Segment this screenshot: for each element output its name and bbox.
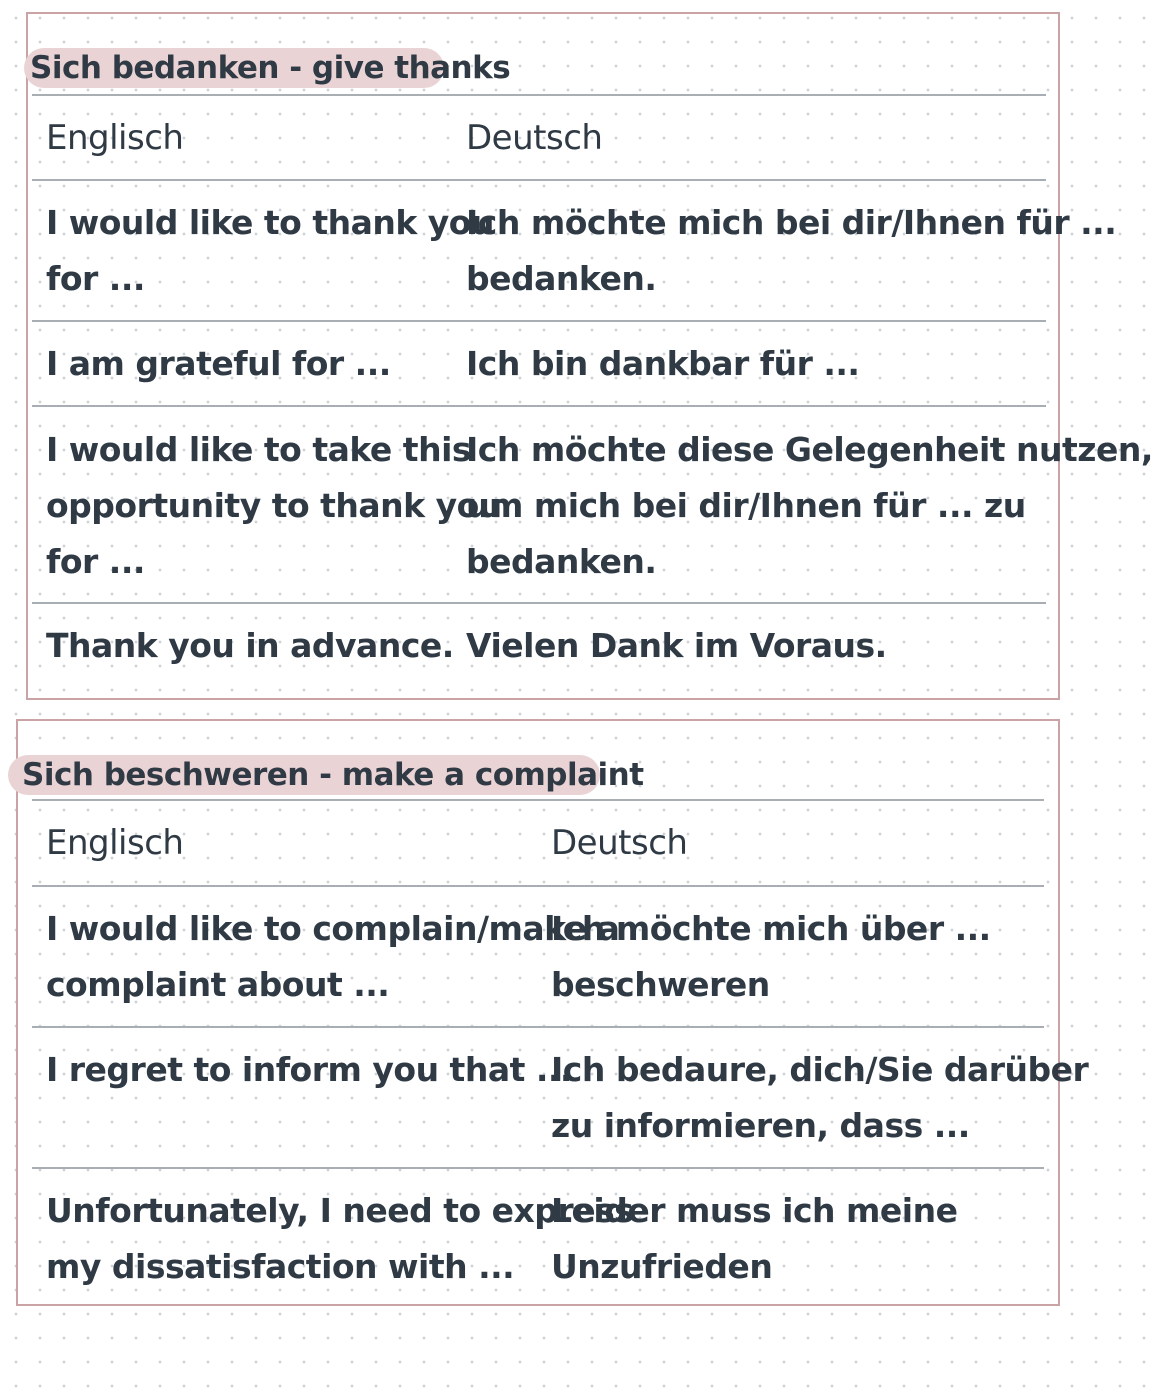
section-title-highlight [24,48,511,88]
english-line: I would like to thank you [46,203,494,242]
german-line: Ich möchte mich bei dir/Ihnen für ... [466,203,1117,242]
divider [32,1167,1044,1169]
make-complaint-card [16,719,1089,1306]
header-german: Deutsch [466,118,603,158]
german-cell [551,1042,1088,1154]
german-cell [466,195,1116,307]
english-line: I would like to complain/make a [46,909,620,948]
divider [32,885,1044,887]
german-line: zu informieren, dass ... [551,1106,970,1145]
english-line: Unfortunately, I need to express [46,1191,634,1230]
german-cell [466,422,1153,590]
english-line: my dissatisfaction with ... [46,1247,515,1286]
header-english: Englisch [46,118,184,158]
section-title: Sich bedanken - give thanks [30,50,511,86]
english-cell [46,336,391,392]
german-line: Vielen Dank im Voraus. [466,626,887,665]
header-english: Englisch [46,823,184,863]
german-line: beschweren [551,965,770,1004]
german-cell [551,1183,957,1295]
give-thanks-card [26,12,1153,700]
header-german: Deutsch [551,823,688,863]
german-line: Ich bin dankbar für ... [466,344,860,383]
german-cell [466,336,859,392]
divider [32,799,1044,801]
german-line: bedanken. [466,542,657,581]
english-cell [46,195,494,307]
section-title: Sich beschweren - make a complaint [22,757,644,793]
divider [32,94,1046,96]
german-line: Unzufrieden [551,1247,773,1286]
english-cell [46,1183,633,1295]
english-line: for ... [46,542,145,581]
english-line: complaint about ... [46,965,390,1004]
german-line: Ich bedaure, dich/Sie darüber [551,1050,1089,1089]
english-cell [46,422,502,590]
section-title-highlight [8,755,644,795]
divider [32,602,1046,604]
german-line: bedanken. [466,259,657,298]
english-line: I would like to take this [46,430,472,469]
divider [32,405,1046,407]
english-line: I am grateful for ... [46,344,391,383]
german-cell [551,901,991,1013]
english-line: Thank you in advance. [46,626,454,665]
german-line: um mich bei dir/Ihnen für ... zu [466,486,1026,525]
english-line: I regret to inform you that ... [46,1050,572,1089]
english-line: opportunity to thank you [46,486,502,525]
divider [32,179,1046,181]
german-cell [466,618,887,674]
english-cell [46,901,619,1013]
english-cell [46,618,454,674]
german-line: Ich möchte mich über ... [551,909,991,948]
divider [32,320,1046,322]
english-cell [46,1042,572,1098]
german-line: Ich möchte diese Gelegenheit nutzen, [466,430,1153,469]
german-line: Leider muss ich meine [551,1191,958,1230]
english-line: for ... [46,259,145,298]
divider [32,1026,1044,1028]
